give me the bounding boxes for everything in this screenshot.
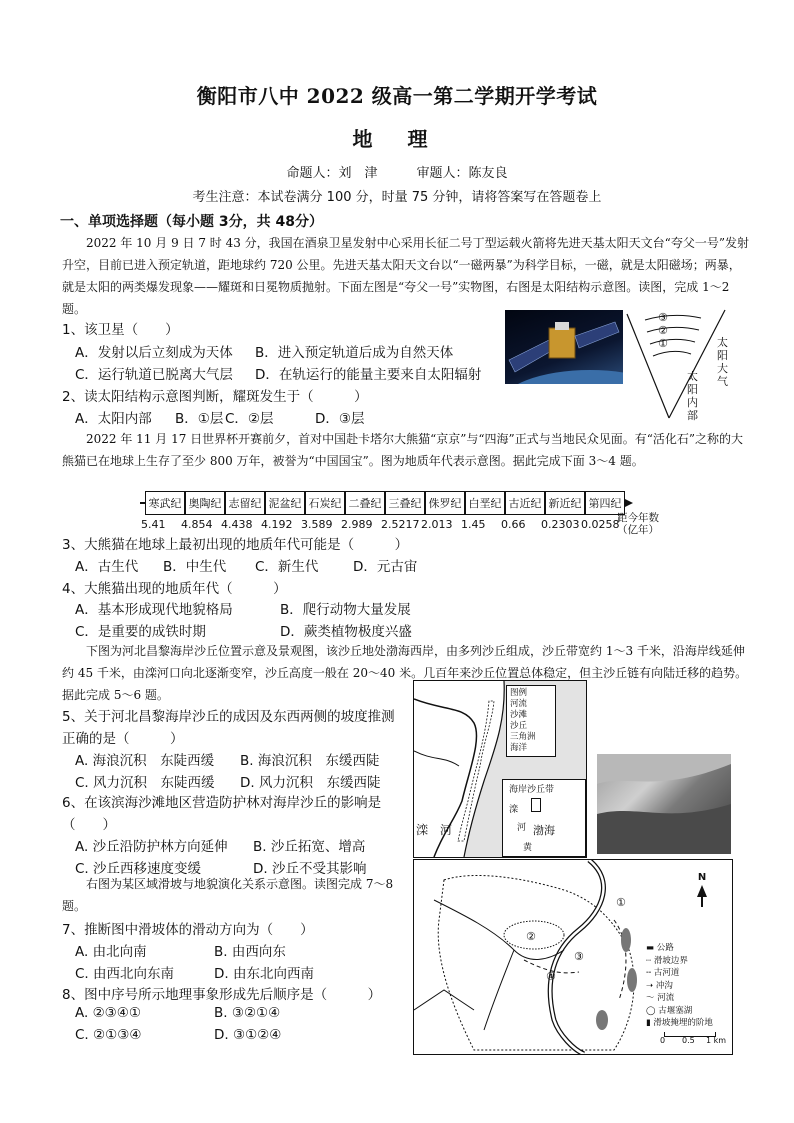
question-3: 3、大熊猫在地球上最初出现的地质年代可能是（ ） bbox=[62, 537, 409, 553]
timeline-age: 4.438 bbox=[221, 518, 253, 531]
scale-0: 0 bbox=[660, 1036, 666, 1045]
q3-option-a: A．古生代 bbox=[75, 559, 139, 575]
q2-option-d: D．③层 bbox=[315, 411, 365, 427]
notice-line: 考生注意：本试卷满分 100 分，时量 75 分钟，请将答案写在答题卷上 bbox=[192, 190, 602, 205]
timeline-period: 二叠纪 bbox=[345, 491, 385, 515]
legend-gully: ➝ 冲沟 bbox=[646, 980, 673, 991]
question-7: 7、推断图中滑坡体的滑动方向为（ ） bbox=[62, 922, 314, 938]
map1-legend bbox=[506, 685, 556, 757]
timeline-period: 白垩纪 bbox=[465, 491, 505, 515]
q7-option-b: B. 由西向东 bbox=[214, 944, 286, 960]
north-arrow bbox=[692, 868, 712, 907]
q3-option-d: D．元古宙 bbox=[353, 559, 418, 575]
q4-option-c: C．是重要的成铁时期 bbox=[75, 624, 206, 640]
q6-option-b: B. 沙丘拓宽、增高 bbox=[253, 839, 366, 855]
question-6: 6、在该滨海沙滩地区营造防护林对海岸沙丘的影响是（ ） bbox=[62, 795, 382, 833]
q2-option-a: A．太阳内部 bbox=[75, 411, 152, 427]
timeline-unit: 距今年数 （亿年） bbox=[617, 512, 659, 536]
timeline-age: 3.589 bbox=[301, 518, 333, 531]
scale-1km: 1 km bbox=[706, 1036, 727, 1045]
legend-landslide-boundary: ┈ 滑坡边界 bbox=[646, 955, 688, 966]
q1-option-b: B．进入预定轨道后成为自然天体 bbox=[255, 345, 454, 361]
satellite-photo bbox=[505, 310, 623, 384]
q8-option-d: D. ③①②④ bbox=[214, 1027, 282, 1043]
q4-option-d: D．蕨类植物极度兴盛 bbox=[280, 624, 412, 640]
map2-legend bbox=[646, 942, 713, 1030]
sun-atmosphere-label: 太阳大气 bbox=[717, 336, 728, 388]
legend-item-dune: 沙丘 bbox=[510, 721, 528, 731]
timeline-period: 三叠纪 bbox=[385, 491, 425, 515]
passage-2: 2022 年 11 月 17 日世界杯开赛前夕，首对中国赴卡塔尔大熊猫“京京”与“四海”正式与当地民众见面。有“活化石”之称的大熊猫已在地球上生存了至少 800 万年，被誉为“中国国宝”。图为地质年代表示意图。据此完成下面 3～4 题。 bbox=[62, 432, 743, 468]
legend-item-delta: 三角洲 bbox=[510, 732, 536, 742]
timeline-period: 古近纪 bbox=[505, 491, 545, 515]
river-label: 滦 河 bbox=[416, 823, 453, 837]
legend-buried-terrace: ▮ 滑坡掩埋的阶地 bbox=[646, 1018, 713, 1028]
inset-bohai: 渤海 bbox=[533, 824, 555, 837]
question-1: 1、该卫星（ ） bbox=[62, 322, 179, 338]
q5-option-c: C. 风力沉积 东陡西缓 bbox=[75, 775, 215, 791]
legend-item-sea: 海洋 bbox=[510, 743, 528, 753]
map1-inset bbox=[502, 779, 586, 857]
q3-option-b: B．中生代 bbox=[163, 559, 227, 575]
section-heading: 一、单项选择题（每小题 3分，共 48分） bbox=[60, 214, 323, 230]
legend-title: 图例 bbox=[510, 688, 528, 698]
timeline-period: 新近纪 bbox=[545, 491, 585, 515]
q6-option-a: A. 沙丘沿防护林方向延伸 bbox=[75, 839, 228, 855]
q1-option-c: C．运行轨道已脱离大气层 bbox=[75, 367, 233, 383]
timeline-period: 志留纪 bbox=[225, 491, 265, 515]
q4-option-a: A．基本形成现代地貌格局 bbox=[75, 602, 233, 618]
inset-title: 海岸沙丘带 bbox=[509, 785, 555, 795]
timeline-age: 2.013 bbox=[421, 518, 453, 531]
timeline-age: 0.0258 bbox=[581, 518, 620, 531]
inset-luan: 滦 bbox=[509, 805, 519, 815]
q8-option-a: A. ②③④① bbox=[75, 1005, 141, 1021]
sun-structure-diagram bbox=[625, 308, 735, 424]
timeline-period: 奥陶纪 bbox=[185, 491, 225, 515]
legend-old-channel: ╌ 古河道 bbox=[646, 968, 680, 978]
timeline-period: 泥盆纪 bbox=[265, 491, 305, 515]
marker-2: ② bbox=[526, 930, 536, 943]
question-8: 8、图中序号所示地理事象形成先后顺序是（ ） bbox=[62, 987, 382, 1003]
q8-option-b: B. ③②①④ bbox=[214, 1005, 281, 1021]
layer-3-label: ③ bbox=[658, 311, 668, 324]
timeline-period: 侏罗纪 bbox=[425, 491, 465, 515]
subject-title: 地 理 bbox=[352, 127, 442, 151]
marker-3: ③ bbox=[574, 950, 584, 963]
exam-title: 衡阳市八中 2022 级高一第二学期开学考试 bbox=[196, 84, 598, 108]
timeline-age: 5.41 bbox=[141, 518, 166, 531]
legend-item-beach: 沙滩 bbox=[510, 710, 528, 720]
marker-1: ① bbox=[616, 896, 626, 909]
question-5: 5、关于河北昌黎海岸沙丘的成因及东西两侧的坡度推测正确的是（ ） bbox=[62, 709, 395, 747]
q1-option-a: A．发射以后立刻成为天体 bbox=[75, 345, 233, 361]
passage-1: 2022 年 10 月 9 日 7 时 43 分，我国在酒泉卫星发射中心采用长征二号丁型运载火箭将先进天基太阳天文台“夸父一号”发射升空，目前已进入预定轨道，距地球约 720 公里。先进天基太阳天文台以“一磁两暴”为科学目标，一磁，就是太阳磁场；两暴，就是太阳的两类爆发现象——耀斑和日冕物质抛射。下面左图是“夸父一号”实物图，右图是太阳结构示意图。读图，完成 1～2 题。 bbox=[62, 236, 749, 316]
north-label: N bbox=[697, 872, 707, 883]
q2-option-b: B．①层 bbox=[175, 411, 224, 427]
q8-option-c: C. ②①③④ bbox=[75, 1027, 142, 1043]
q3-option-c: C．新生代 bbox=[255, 559, 319, 575]
scale-05: 0.5 bbox=[682, 1036, 695, 1045]
timeline-age: 2.989 bbox=[341, 518, 373, 531]
question-4: 4、大熊猫出现的地质年代（ ） bbox=[62, 581, 287, 597]
inset-marker bbox=[531, 798, 541, 812]
q6-option-d: D. 沙丘不受其影响 bbox=[253, 861, 367, 877]
q1-option-d: D．在轨运行的能量主要来自太阳辐射 bbox=[255, 367, 482, 383]
q6-option-c: C. 沙丘西移速度变缓 bbox=[75, 861, 202, 877]
legend-river: 〜 河流 bbox=[646, 993, 675, 1003]
q7-option-a: A. 由北向南 bbox=[75, 944, 147, 960]
dune-landscape-photo bbox=[597, 754, 731, 854]
coastal-dune-map bbox=[413, 680, 587, 858]
legend-item-river: 河流 bbox=[510, 699, 528, 709]
q5-option-d: D. 风力沉积 东缓西陡 bbox=[240, 775, 381, 791]
inset-huang: 黄 bbox=[523, 843, 533, 853]
q5-option-b: B. 海浪沉积 东缓西陡 bbox=[240, 753, 380, 769]
inset-he: 河 bbox=[517, 823, 527, 833]
timeline-age: 4.192 bbox=[261, 518, 293, 531]
sun-interior-label: 太阳内部 bbox=[687, 370, 698, 422]
timeline-age: 0.2303 bbox=[541, 518, 580, 531]
question-2: 2、读太阳结构示意图判断，耀斑发生于（ ） bbox=[62, 389, 368, 405]
passage-3: 下图为河北昌黎海岸沙丘位置示意及景观图，该沙丘地处渤海西岸，由多列沙丘组成，沙丘带宽约 1～3 千米，沿海岸线延伸约 45 千米，由滦河口向北逐渐变窄，沙丘高度一般在 20～40 米。几百年来沙丘位置总体稳定，但主沙丘链有向陆迁移的趋势。据此完成 5～6 题。 bbox=[62, 644, 748, 702]
q2-option-c: C．②层 bbox=[225, 411, 274, 427]
timeline-period: 寒武纪 bbox=[145, 491, 185, 515]
q7-option-c: C. 由西北向东南 bbox=[75, 966, 175, 982]
timeline-age: 0.66 bbox=[501, 518, 526, 531]
passage-4: 右图为某区域滑坡与地貌演化关系示意图。读图完成 7～8 题。 bbox=[62, 877, 394, 913]
legend-dammed-lake: ◯ 古堰塞湖 bbox=[646, 1005, 693, 1016]
marker-4: ④ bbox=[546, 970, 556, 983]
layer-1-label: ① bbox=[658, 337, 668, 350]
legend-road: ▬ 公路 bbox=[646, 943, 674, 953]
north-arrow-icon bbox=[697, 885, 707, 897]
authors-line: 命题人：刘 津 审题人：陈友良 bbox=[286, 166, 508, 181]
q4-option-b: B．爬行动物大量发展 bbox=[280, 602, 411, 618]
layer-2-label: ② bbox=[658, 324, 668, 337]
timeline-period: 石炭纪 bbox=[305, 491, 345, 515]
timeline-age: 4.854 bbox=[181, 518, 213, 531]
timeline-period: 第四纪 bbox=[585, 491, 625, 515]
timeline-age: 2.5217 bbox=[381, 518, 420, 531]
landslide-map bbox=[413, 859, 733, 1055]
timeline-age: 1.45 bbox=[461, 518, 486, 531]
q5-option-a: A. 海浪沉积 东陡西缓 bbox=[75, 753, 215, 769]
q7-option-d: D. 由东北向西南 bbox=[214, 966, 314, 982]
